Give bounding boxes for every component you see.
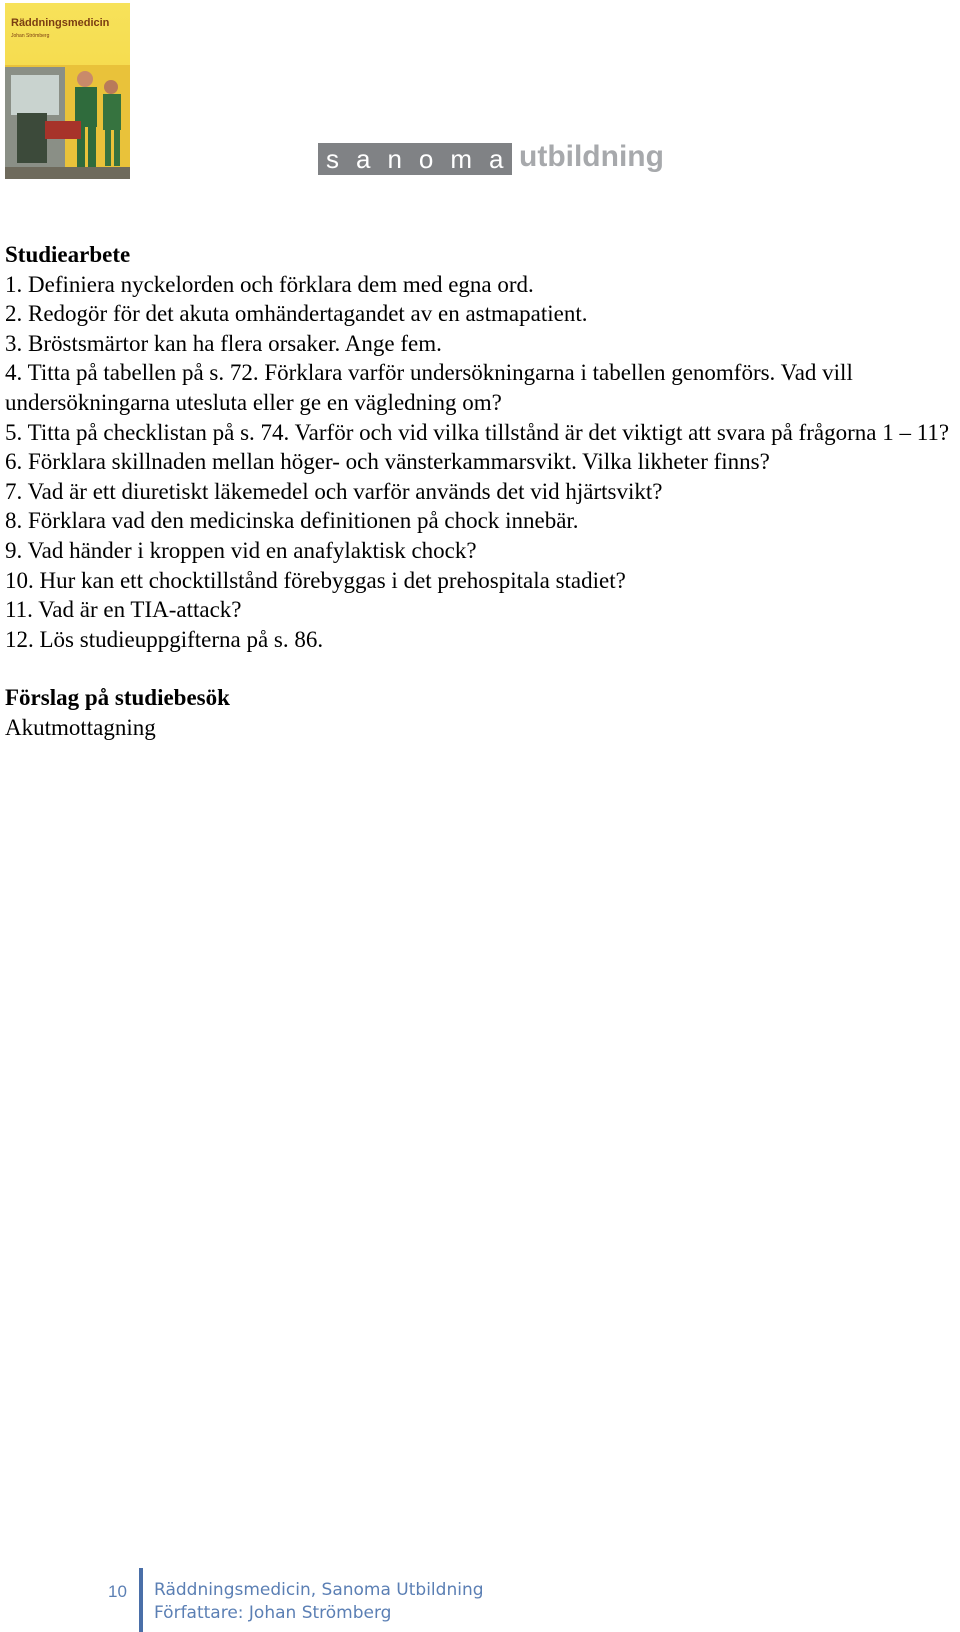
footer-book-line: Räddningsmedicin, Sanoma Utbildning xyxy=(154,1580,484,1600)
question-5: 5. Titta på checklistan på s. 74. Varför och vid vilka tillstånd är det viktigt att svara på frågorna 1 – 11? xyxy=(5,419,950,445)
question-2: 2. Redogör för det akuta omhändertagandet av en astmapatient. xyxy=(5,301,588,327)
document-body xyxy=(5,240,960,743)
page-number: 10 xyxy=(108,1582,127,1601)
book-cover-author: Johan Strömberg xyxy=(11,33,50,39)
publisher-logo-word: utbildning xyxy=(519,140,664,173)
question-4: 4. Titta på tabellen på s. 72. Förklara varför undersökningarna i tabellen genomförs. Vad vill undersökningarna utesluta eller ge en vägledning om? xyxy=(5,360,853,415)
question-8: 8. Förklara vad den medicinska definitionen på chock innebär. xyxy=(5,508,579,534)
visit-heading: Förslag på studiebesök xyxy=(5,685,230,711)
question-7: 7. Vad är ett diuretiskt läkemedel och varför används det vid hjärtsvikt? xyxy=(5,478,663,504)
cover-photo-illustration xyxy=(5,65,130,179)
study-work-heading: Studiearbete xyxy=(5,242,131,267)
question-10: 10. Hur kan ett chocktillstånd förebyggas i det prehospitala stadiet? xyxy=(5,567,626,593)
question-9: 9. Vad händer i kroppen vid en anafylaktisk chock? xyxy=(5,537,477,563)
question-6: 6. Förklara skillnaden mellan höger- och vänsterkammarsvikt. Vilka likheter finns? xyxy=(5,449,770,475)
footer-divider xyxy=(139,1568,143,1632)
book-cover-title: Räddningsmedicin xyxy=(11,17,110,29)
section-spacer xyxy=(5,654,960,683)
question-3: 3. Bröstsmärtor kan ha flera orsaker. Ange fem. xyxy=(5,330,442,356)
question-11: 11. Vad är en TIA-attack? xyxy=(5,597,242,623)
question-1: 1. Definiera nyckelorden och förklara dem med egna ord. xyxy=(5,271,534,297)
footer-author-line: Författare: Johan Strömberg xyxy=(154,1603,392,1623)
question-12: 12. Lös studieuppgifterna på s. 86. xyxy=(5,626,324,652)
book-cover-image xyxy=(5,3,130,179)
publisher-logo-box: sanoma xyxy=(318,143,512,175)
visit-text: Akutmottagning xyxy=(5,714,156,740)
